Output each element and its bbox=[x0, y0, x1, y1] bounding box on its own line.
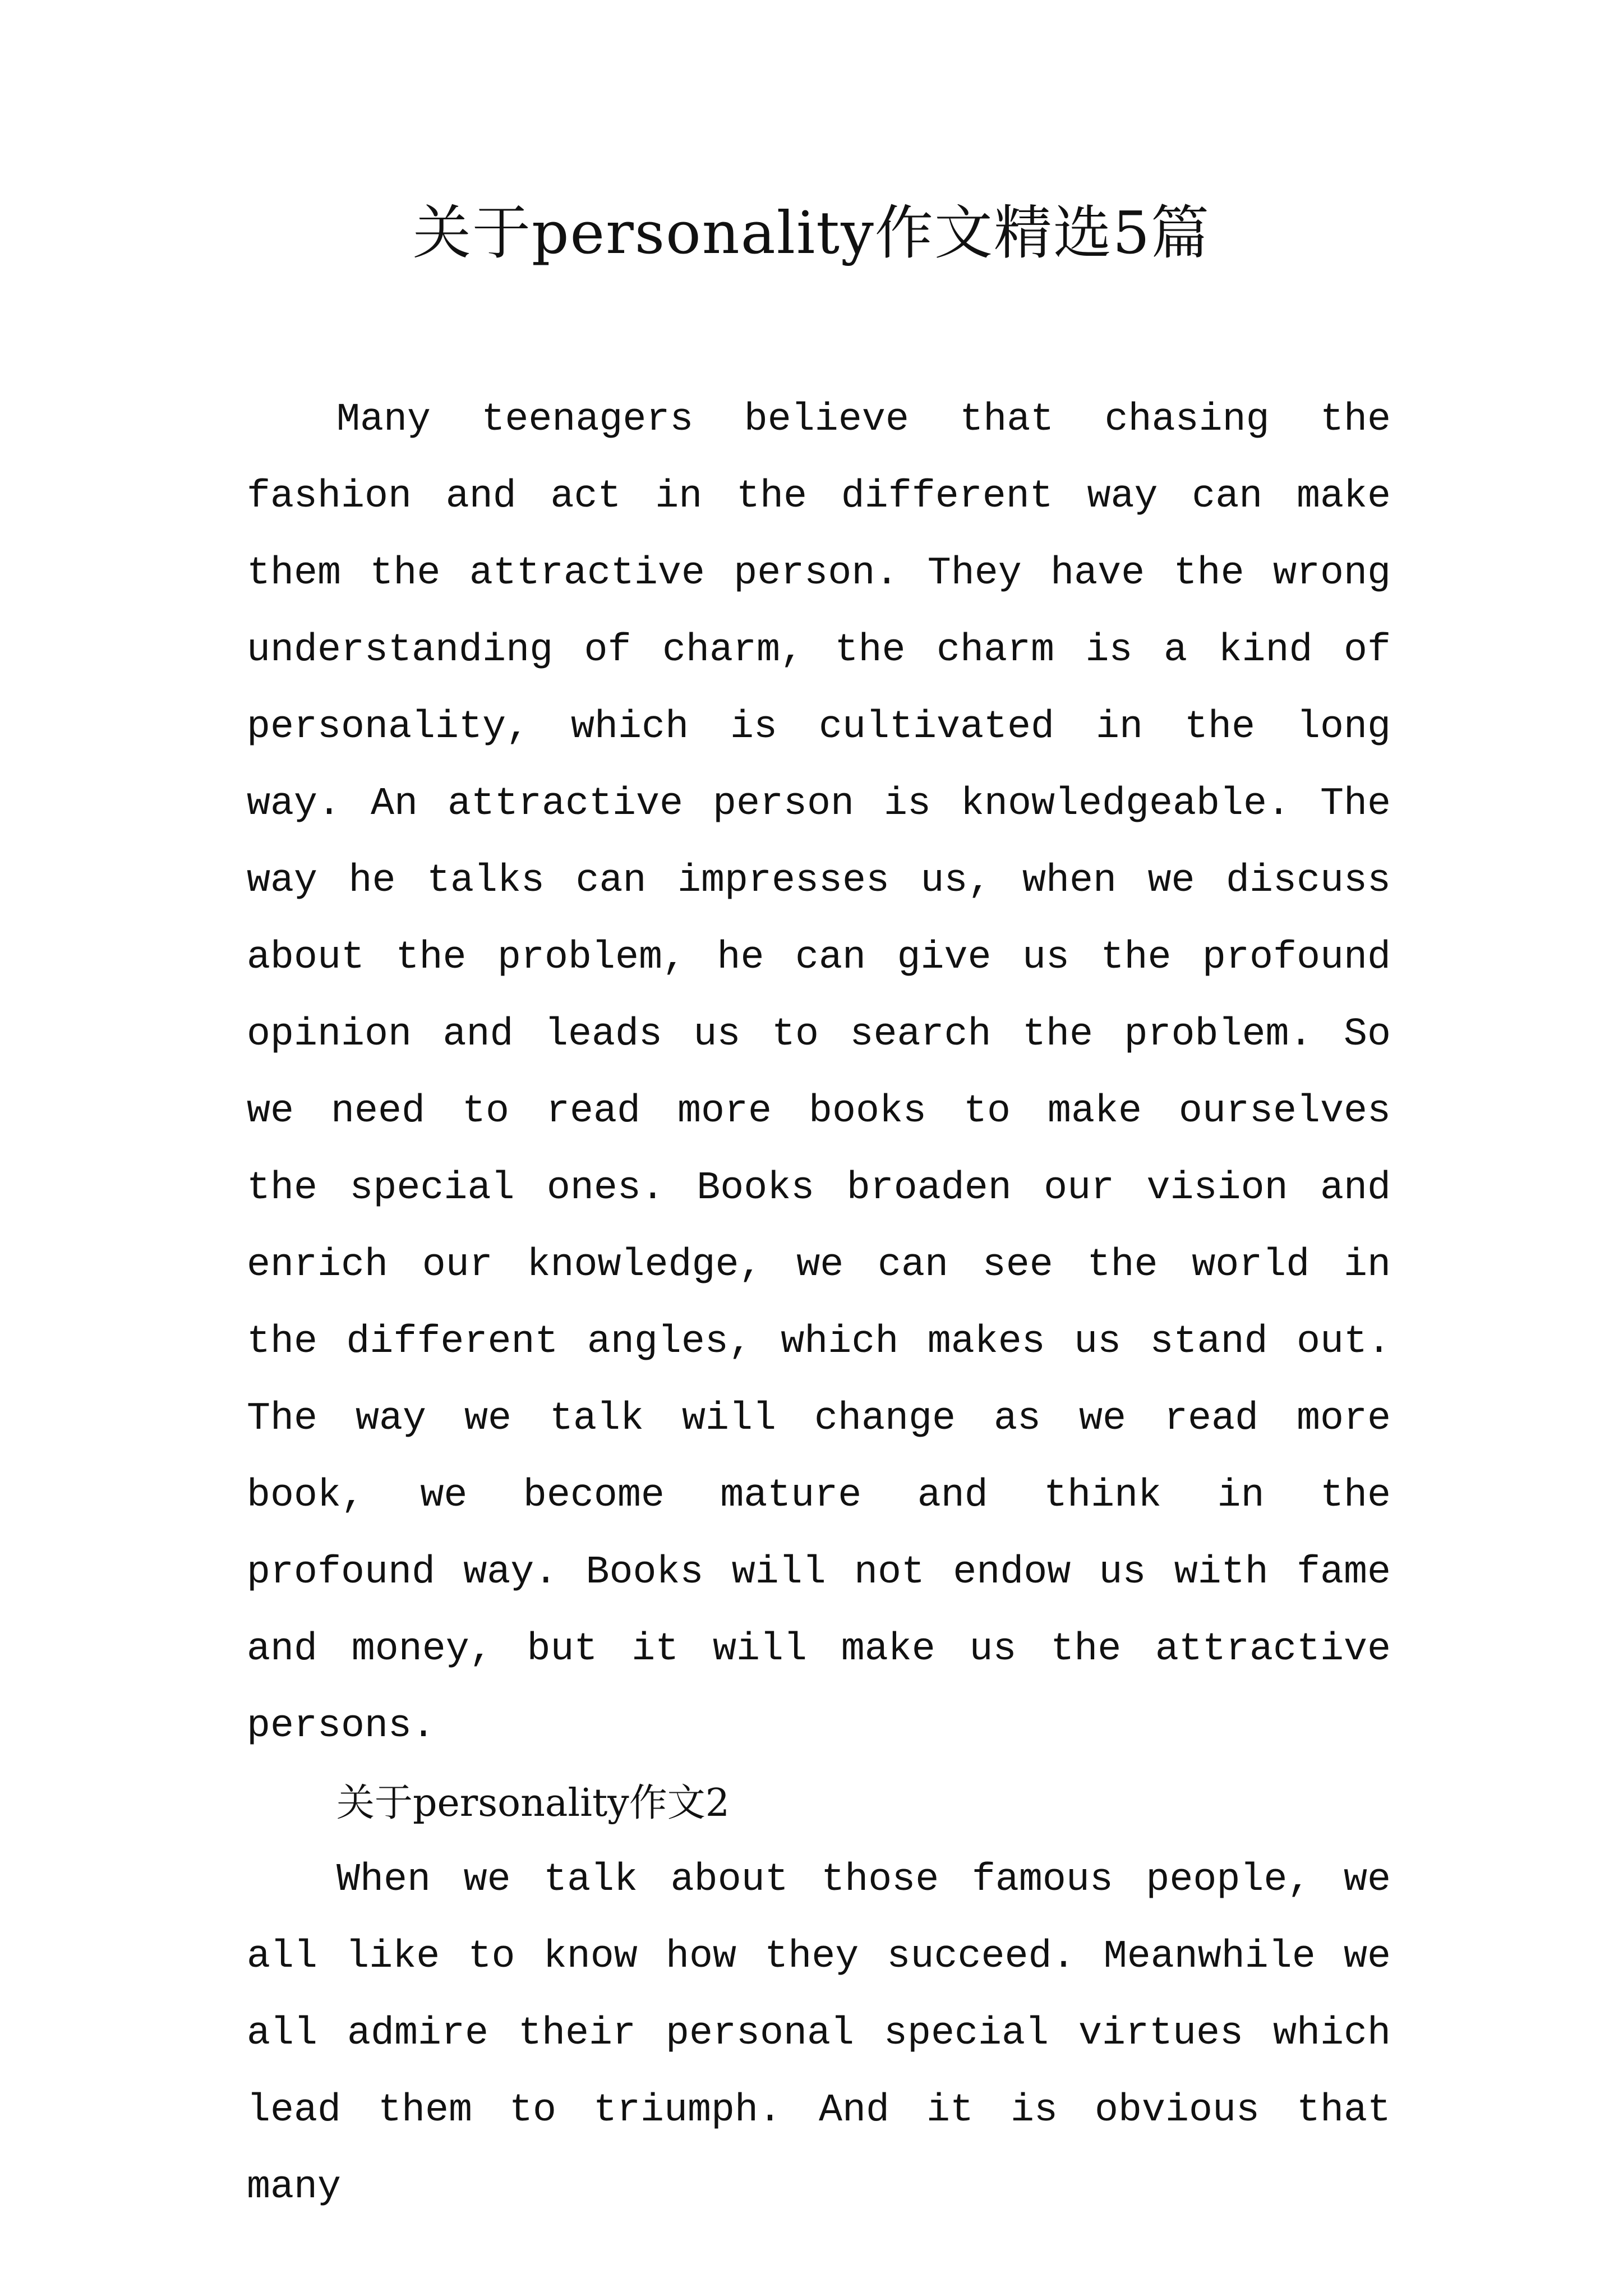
document-body bbox=[247, 381, 1391, 2226]
essay-2-paragraph: When we talk about those famous people, we all like to know how they succeed. Meanwhile we all admire their personal special virtues which lead them to triumph. And it is obvious that many bbox=[247, 1858, 1391, 2210]
essay-2-heading: 关于personality作文2 bbox=[336, 1781, 730, 1825]
document-title: 关于personality作文精选5篇 bbox=[412, 199, 1211, 267]
essay-1-paragraph: Many teenagers believe that chasing the fashion and act in the different way can make them the attractive person. They have the wrong understanding of charm, the charm is a kind of personality, which is cultivated in the long way. An attractive person is knowledgeable. The way he talks can impresses us, when we discuss about the problem, he can give us the profound opinion and leads us to search the problem. So we need to read more books to make ourselves the special ones. Books broaden our vision and enrich our knowledge, we can see the world in the different angles, which makes us stand out. The way we talk will change as we read more book, we become mature and think in the profound way. Books will not endow us with fame and money, but it will make us the attractive persons. bbox=[247, 398, 1391, 1749]
